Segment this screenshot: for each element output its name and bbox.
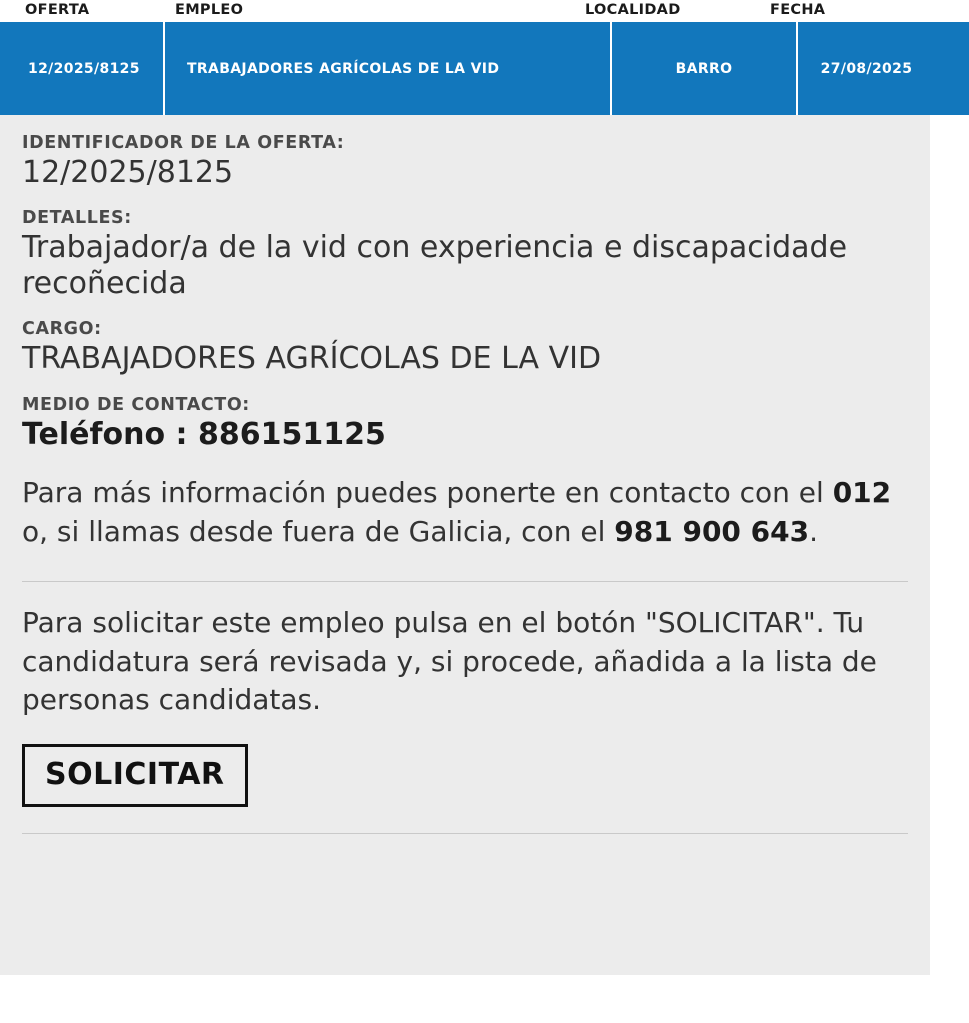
offer-position-block [22,319,908,376]
offer-identifier-value: 12/2025/8125 [22,155,234,190]
column-header-job: EMPLEO [175,2,244,18]
offer-details-value: Trabajador/a de la vid con experiencia e discapacidade recoñecida [22,230,848,301]
offer-position-value: TRABAJADORES AGRÍCOLAS DE LA VID [22,341,602,377]
offer-identifier-label: IDENTIFICADOR DE LA OFERTA: [22,133,345,153]
column-header-date: FECHA [770,2,826,18]
offer-contact-value: Teléfono : 886151125 [22,416,386,452]
offer-contact-label: MEDIO DE CONTACTO: [22,394,250,415]
offers-table-header [0,0,969,22]
phone-012: 012 [832,475,892,509]
offer-position-label: CARGO: [22,319,102,340]
phone-981900643: 981 900 643 [614,514,810,548]
apply-button[interactable]: SOLICITAR [22,744,248,807]
row-cell-job: TRABAJADORES AGRÍCOLAS DE LA VID [165,22,612,115]
column-header-offer: OFERTA [25,2,90,18]
row-cell-locality: BARRO [612,22,798,115]
offer-details-block [22,208,908,301]
section-divider [22,581,908,582]
row-cell-date: 27/08/2025 [820,60,913,77]
apply-instructions-paragraph: Para solicitar este empleo pulsa en el botón "SOLICITAR". Tu candidatura será revisada y, si procede, añadida a la lista de personas candidatas. [22,606,877,717]
bottom-divider [22,833,908,834]
table-row-selected[interactable] [0,22,969,115]
offer-detail-panel [0,115,930,975]
more-info-text-1: Para más información puedes ponerte en contacto con el [22,475,833,509]
more-info-text-3: . [809,514,819,548]
offer-contact-block [22,395,908,452]
row-spacer [935,22,969,115]
more-info-paragraph [22,474,908,551]
column-header-locality: LOCALIDAD [585,2,681,18]
row-cell-offer: 12/2025/8125 [0,22,165,115]
offer-identifier-block [22,133,908,190]
offer-details-label: DETALLES: [22,208,132,229]
more-info-text-2: o, si llamas desde fuera de Galicia, con el [22,514,615,548]
